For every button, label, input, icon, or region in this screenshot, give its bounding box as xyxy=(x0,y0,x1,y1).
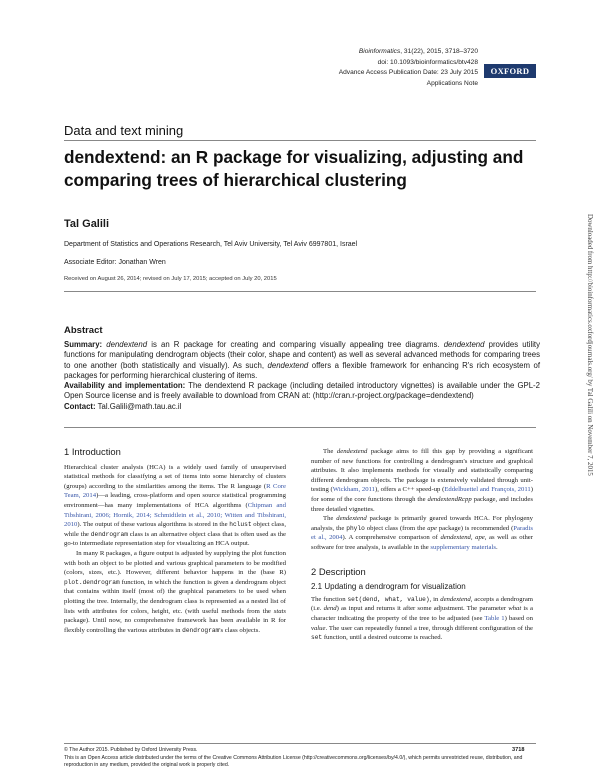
abstract-heading: Abstract xyxy=(64,325,103,336)
citation-link[interactable]: R Core Team, 2014 xyxy=(64,482,286,500)
availability-label: Availability and implementation: xyxy=(64,381,186,391)
author-name: Tal Galili xyxy=(64,218,110,230)
pkg-name: dendextend xyxy=(106,340,148,349)
oxford-logo: OXFORD xyxy=(484,64,536,78)
citation-link[interactable]: Paradis et al., 2004 xyxy=(311,524,533,542)
citation-link[interactable]: Chipman and Tibshirani, 2006; Hornik, 2014; Schmidtlein et al., 2010; Witten and Tibshirani, 2010 xyxy=(64,501,286,529)
code-dendrogram: dendrogram xyxy=(182,626,220,634)
intro-paragraph-1: Hierarchical cluster analysis (HCA) is a widely used family of unsupervised statistical methods for classifying a set of items into some hierarchy of clusters (groups) according to the similarities among the items. The R language (R Core Team, 2014)—a leading, cross-platform and open source statistical programming environment—has many implementations of HCA algorithms (Chipman and Tibshirani, 2006; Hornik, 2014; Schmidtlein et al., 2010; Witten and Tibshirani, 2010). The output of these various algorithms is stored in the hclust object class, while the dendrogram class is an alternative object class that is often used as the go-to intermediate representation step for visualizing an HCA output. xyxy=(64,463,287,548)
pkg-name: dendextend xyxy=(267,360,309,370)
summary-text: offers a flexible framework for enhancing R's rich ecosystem of packages for performing hierarchical clustering of items. xyxy=(64,360,541,380)
associate-editor: Associate Editor: Jonathan Wren xyxy=(64,259,166,266)
page-number: 3718 xyxy=(512,747,525,753)
code-set: set(dend, what, value) xyxy=(347,595,430,603)
availability-text[interactable]: The dendextend R package (including detailed introductory vignettes) is available under the GPL-2 Open Source license and is freely available to download from CRAN at: (http://cran.r-project.org/package=dendextend) xyxy=(64,381,540,401)
code-dendrogram: dendrogram xyxy=(90,530,128,538)
right-paragraph-2: The dendextend package is primarily geared towards HCA. For phylogeny analysis, the phylo object class (from the ape package) is recommended (Paradis et al., 2004). A comprehensive comparison of dendextend, ape, as well as other software for tree analysis, is available in the supplementary materials. xyxy=(311,515,534,551)
right-column xyxy=(311,447,533,643)
copyright: © The Author 2015. Published by Oxford University Press. xyxy=(64,747,198,753)
intro-paragraph-2: In many R packages, a figure output is adjusted by supplying the plot function with both an object to be plotted and various graphical parameters to be modified (colors, sizes, etc.). However, different behavior happens in the (base R) plot.dendrogram function, in which the function is given a dendrogram object that contains within itself (most of) the graphical parameters to be used when plotting the tree. Internally, the dendrogram class is represented as a nested list of lists with attributes for colors, height, etc. (with useful methods from the stats package). Until now, no comprehensive framework has been available in R for flexibly controlling the various attributes in dendrogram's class objects. xyxy=(64,549,286,634)
subsection-heading: 2.1 Updating a dendrogram for visualization xyxy=(311,582,466,592)
abstract-availability xyxy=(64,381,540,402)
journal-citation: , 31(22), 2015, 3718–3720 xyxy=(400,48,478,55)
abstract-contact xyxy=(64,402,540,412)
download-note-text: Downloaded from http://bioinformatics.oxfordjournals.org/ by Tal Galili on November 7, 2015 xyxy=(586,214,593,476)
header-divider xyxy=(64,140,536,141)
left-column xyxy=(64,447,286,635)
journal-name: Bioinformatics xyxy=(358,48,401,55)
abstract-divider xyxy=(64,427,536,428)
table-link[interactable]: Table 1 xyxy=(484,614,505,622)
download-side-note xyxy=(585,214,595,564)
code-hclust: hclust xyxy=(229,521,252,529)
pkg-name: dendextend xyxy=(443,340,485,349)
footer-divider xyxy=(64,743,536,744)
abstract-summary xyxy=(64,340,540,381)
author-affiliation: Department of Statistics and Operations Research, Tel Aviv University, Tel Aviv 6997801, Israel xyxy=(64,241,358,248)
summary-text: provides utility functions for manipulating dendrogram objects (their color, shape and content) as well as several advanced methods for comparing trees to one another (both statistically and visually). As such, xyxy=(64,340,540,370)
code-phylo: phylo xyxy=(346,524,365,532)
received-dates: Received on August 26, 2014; revised on July 17, 2015; accepted on July 20, 2015 xyxy=(64,276,277,282)
code-set-fn: set xyxy=(311,634,323,642)
supplementary-link[interactable]: supplementary materials xyxy=(430,543,496,551)
code-plot-dendrogram: plot.dendrogram xyxy=(64,578,120,586)
title-divider xyxy=(64,291,536,292)
summary-text: is an R package for creating and comparing visually appealing tree diagrams. xyxy=(147,340,444,349)
right-paragraph-3: The function set(dend, what, value), in dendextend, accepts a dendrogram (i.e. dend) as input and returns it after some adjustment. The parameter what is a character indicating the property of the tree to be adjusted (see Table 1) based on value. The user can repeatedly funnel a tree, through different configuration of the set function, until a desired outcome is reached. xyxy=(311,595,533,642)
summary-label: Summary: xyxy=(64,340,103,349)
citation-link[interactable]: Eddelbuettel and François, 2011 xyxy=(444,486,531,494)
intro-heading: 1 Introduction xyxy=(64,446,121,457)
section-heading: Data and text mining xyxy=(64,123,184,138)
contact-email[interactable]: Tal.Galili@math.tau.ac.il xyxy=(95,401,182,411)
advance-access-date: Advance Access Publication Date: 23 July 2015 xyxy=(338,69,478,76)
abstract-body xyxy=(64,340,540,412)
license-note: This is an Open Access article distributed under the terms of the Creative Commons Attribution License (http://creativecommons.org/licenses/by/4.0/), which permits unrestricted reuse, distribution, and reproduction in any medium, provided the original work is properly cited. xyxy=(64,755,523,769)
article-type: Applications Note xyxy=(426,79,478,87)
description-heading: 2 Description xyxy=(311,565,366,577)
contact-label: Contact: xyxy=(64,401,96,411)
doi[interactable]: doi: 10.1093/bioinformatics/btv428 xyxy=(377,58,478,66)
article-title: dendextend: an R package for visualizing, adjusting and comparing trees of hierarchical clustering xyxy=(64,147,524,190)
journal-metadata xyxy=(339,47,478,89)
right-paragraph-1: The dendextend package aims to fill this gap by providing a significant number of new functions for controlling a dendrogram's structure and graphical attributes. It also implements methods for visually and statistically comparing different dendrogram objects. The package is extensively validated through unit-testing (Wickham, 2011), offers a C++ speed-up (Eddelbuettel and François, 2011) for some of the core functions through the dendextendRcpp package, and includes three detailed vignettes. xyxy=(311,448,533,513)
citation-link[interactable]: Wickham, 2011 xyxy=(332,486,376,494)
